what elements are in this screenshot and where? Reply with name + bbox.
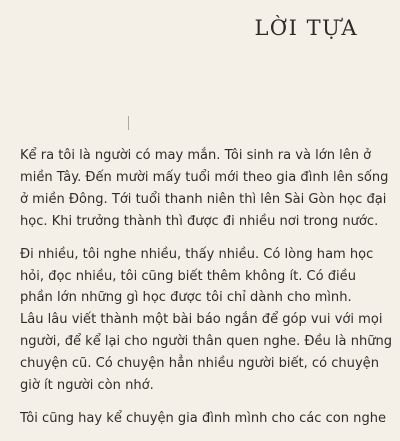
text-line: Đi nhiều, tôi nghe nhiều, thấy nhiều. Có lòng ham học	[20, 246, 374, 262]
text-line: người, để kể lại cho người thân quen nghe. Đều là những	[20, 334, 393, 350]
page-title: LỜI TỰA	[254, 16, 358, 40]
preface-body	[20, 145, 393, 441]
text-line: chuyện cũ. Có chuyện hẳn nhiều người biết, có chuyện	[20, 356, 379, 372]
paragraph-3	[20, 408, 388, 430]
text-line: giờ ít người còn nhớ.	[20, 378, 154, 394]
text-line: học. Khi trưởng thành thì được đi nhiều nơi trong nước.	[20, 213, 379, 229]
text-line: miền Tây. Đến mười mấy tuổi mới theo gia đình lên sống	[20, 169, 389, 185]
text-line: Kể ra tôi là người có may mắn. Tôi sinh ra và lớn lên ở	[20, 148, 372, 163]
paragraph-2	[20, 244, 393, 397]
text-line: phần lớn những gì học được tôi chỉ dành cho mình.	[20, 290, 352, 306]
paragraph-1	[20, 145, 388, 233]
text-line: ở miền Đông. Tới tuổi thanh niên thì lên Sài Gòn học đại	[20, 191, 387, 207]
page-mark	[128, 116, 129, 130]
text-line: Tôi cũng hay kể chuyện gia đình mình cho các con nghe	[20, 410, 387, 426]
text-line: hỏi, đọc nhiều, tôi cũng biết thêm không ít. Có điều	[20, 268, 356, 284]
text-line: Lâu lâu viết thành một bài báo ngắn để góp vui với mọi	[20, 312, 383, 328]
